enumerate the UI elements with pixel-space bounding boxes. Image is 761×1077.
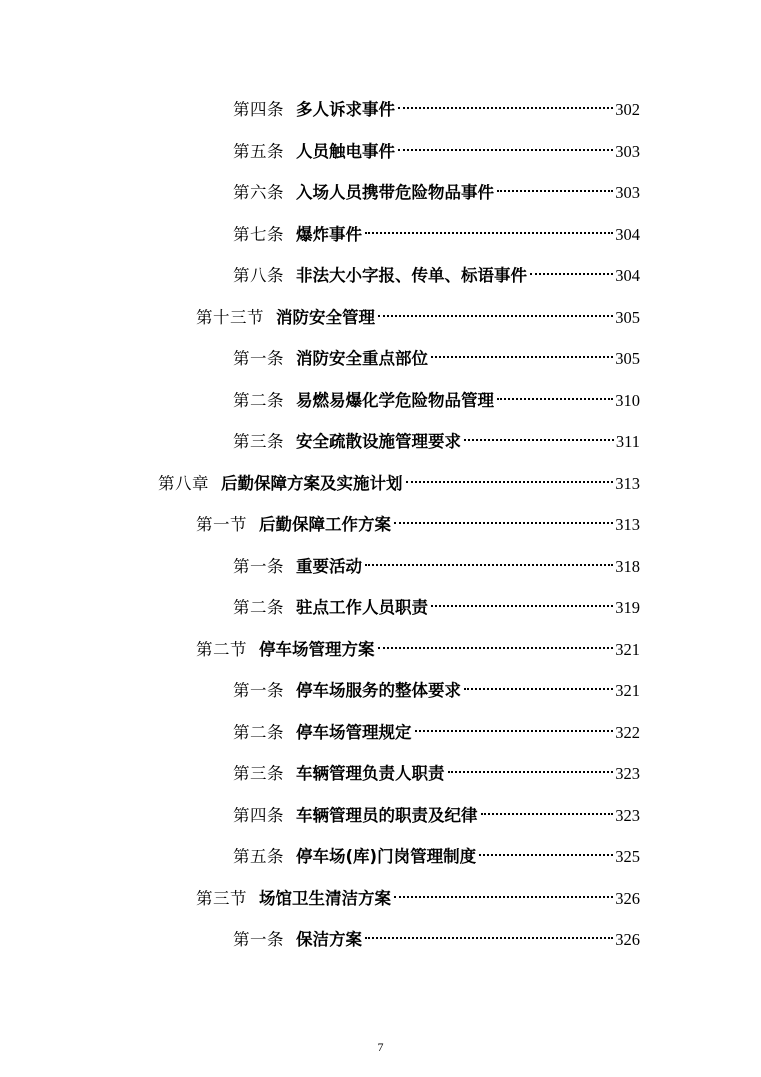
dot-leader: [365, 232, 613, 234]
toc-entry-page: 310: [615, 391, 640, 410]
toc-entry-title: 后勤保障方案及实施计划: [221, 474, 403, 493]
toc-entry-number: 第五条: [233, 142, 284, 161]
toc-entry: [233, 387, 640, 415]
toc-entry-title: 场馆卫生清洁方案: [259, 889, 391, 908]
toc-entry-title: 车辆管理员的职责及纪律: [296, 806, 478, 825]
toc-entry-title: 车辆管理负责人职责: [296, 764, 445, 783]
dot-leader: [530, 273, 613, 275]
toc-entry-number: 第一条: [233, 681, 284, 700]
toc-entry: [233, 345, 640, 373]
dot-leader: [365, 564, 613, 566]
toc-entry-page: 323: [615, 806, 640, 825]
dot-leader: [497, 190, 613, 192]
dot-leader: [406, 481, 614, 483]
toc-entry-number: 第三条: [233, 764, 284, 783]
toc-entry-title: 重要活动: [296, 557, 362, 576]
toc-entry: [196, 636, 640, 664]
toc-entry-number: 第十三节: [196, 308, 264, 327]
toc-entry: [233, 594, 640, 622]
toc-entry-page: 313: [615, 474, 640, 493]
dot-leader: [415, 730, 614, 732]
toc-entry-title: 消防安全重点部位: [296, 349, 428, 368]
toc-entry-title: 停车场服务的整体要求: [296, 681, 461, 700]
toc-entry: [233, 843, 640, 871]
toc-entry-title: 人员触电事件: [296, 142, 395, 161]
toc-entry-title: 入场人员携带危险物品事件: [296, 183, 494, 202]
toc-entry-title: 多人诉求事件: [296, 100, 395, 119]
toc-entry: [233, 428, 640, 456]
dot-leader: [398, 149, 613, 151]
toc-entry-page: 311: [615, 432, 640, 451]
toc-entry-number: 第一条: [233, 930, 284, 949]
dot-leader: [394, 522, 613, 524]
toc-entry-number: 第四条: [233, 100, 284, 119]
toc-entry: [233, 553, 640, 581]
toc-entry-number: 第二节: [196, 640, 247, 659]
toc-entry-title: 停车场管理方案: [259, 640, 375, 659]
toc-entry-title: 安全疏散设施管理要求: [296, 432, 461, 451]
toc-entry: [233, 760, 640, 788]
toc-entry-title: 驻点工作人员职责: [296, 598, 428, 617]
toc-entry: [233, 677, 640, 705]
toc-entry-number: 第二条: [233, 723, 284, 742]
toc-entry-page: 318: [615, 557, 640, 576]
toc-entry-title: 保洁方案: [296, 930, 362, 949]
toc-entry-number: 第四条: [233, 806, 284, 825]
toc-entry-page: 304: [615, 266, 640, 285]
toc-entry: [233, 96, 640, 124]
toc-entry-page: 305: [615, 349, 640, 368]
toc-entry: [196, 304, 640, 332]
dot-leader: [398, 107, 613, 109]
toc-entry-number: 第三节: [196, 889, 247, 908]
toc-entry-number: 第七条: [233, 225, 284, 244]
toc-entry: [196, 511, 640, 539]
toc-entry: [233, 719, 640, 747]
toc-entry-number: 第六条: [233, 183, 284, 202]
toc-entry-title: 非法大小字报、传单、标语事件: [296, 266, 527, 285]
dot-leader: [448, 771, 614, 773]
toc-entry-number: 第五条: [233, 847, 284, 866]
toc-entry-number: 第八条: [233, 266, 284, 285]
dot-leader: [479, 854, 613, 856]
dot-leader: [431, 356, 613, 358]
dot-leader: [378, 647, 614, 649]
dot-leader: [365, 937, 613, 939]
toc-entry-title: 易燃易爆化学危险物品管理: [296, 391, 494, 410]
toc-entry-page: 305: [615, 308, 640, 327]
toc-entry: [233, 802, 640, 830]
toc-entry-number: 第二条: [233, 598, 284, 617]
dot-leader: [481, 813, 614, 815]
dot-leader: [394, 896, 613, 898]
toc-entry-title: 消防安全管理: [276, 308, 375, 327]
toc-entry-number: 第一节: [196, 515, 247, 534]
toc-entry-page: 303: [615, 142, 640, 161]
toc-entry-page: 326: [615, 889, 640, 908]
toc-entry-page: 323: [615, 764, 640, 783]
toc-entry-page: 325: [615, 847, 640, 866]
dot-leader: [378, 315, 613, 317]
toc-entry-page: 321: [615, 640, 640, 659]
toc-entry-page: 326: [615, 930, 640, 949]
page-number: 7: [377, 1040, 384, 1054]
toc-entry: [233, 262, 640, 290]
toc-entry-page: 304: [615, 225, 640, 244]
toc-entry-page: 302: [615, 100, 640, 119]
toc-entry: [233, 179, 640, 207]
dot-leader: [464, 439, 614, 441]
toc-entry-number: 第八章: [158, 474, 209, 493]
toc-entry-page: 322: [615, 723, 640, 742]
toc-entry-number: 第一条: [233, 349, 284, 368]
toc-entry: [233, 138, 640, 166]
toc-entry-title: 停车场(库)门岗管理制度: [296, 847, 477, 866]
toc-entry-title: 后勤保障工作方案: [259, 515, 391, 534]
toc-entry: [196, 885, 640, 913]
toc-entry-number: 第二条: [233, 391, 284, 410]
toc-entry-page: 303: [615, 183, 640, 202]
toc-entry-title: 爆炸事件: [296, 225, 362, 244]
toc-entry-page: 319: [615, 598, 640, 617]
toc-entry-page: 313: [615, 515, 640, 534]
dot-leader: [497, 398, 613, 400]
dot-leader: [464, 688, 613, 690]
toc-entry-number: 第一条: [233, 557, 284, 576]
toc-entry-page: 321: [615, 681, 640, 700]
toc-entry: [233, 221, 640, 249]
toc-entry: [158, 470, 640, 498]
toc-entry-number: 第三条: [233, 432, 284, 451]
dot-leader: [431, 605, 613, 607]
toc-entry-title: 停车场管理规定: [296, 723, 412, 742]
toc-entry: [233, 926, 640, 954]
